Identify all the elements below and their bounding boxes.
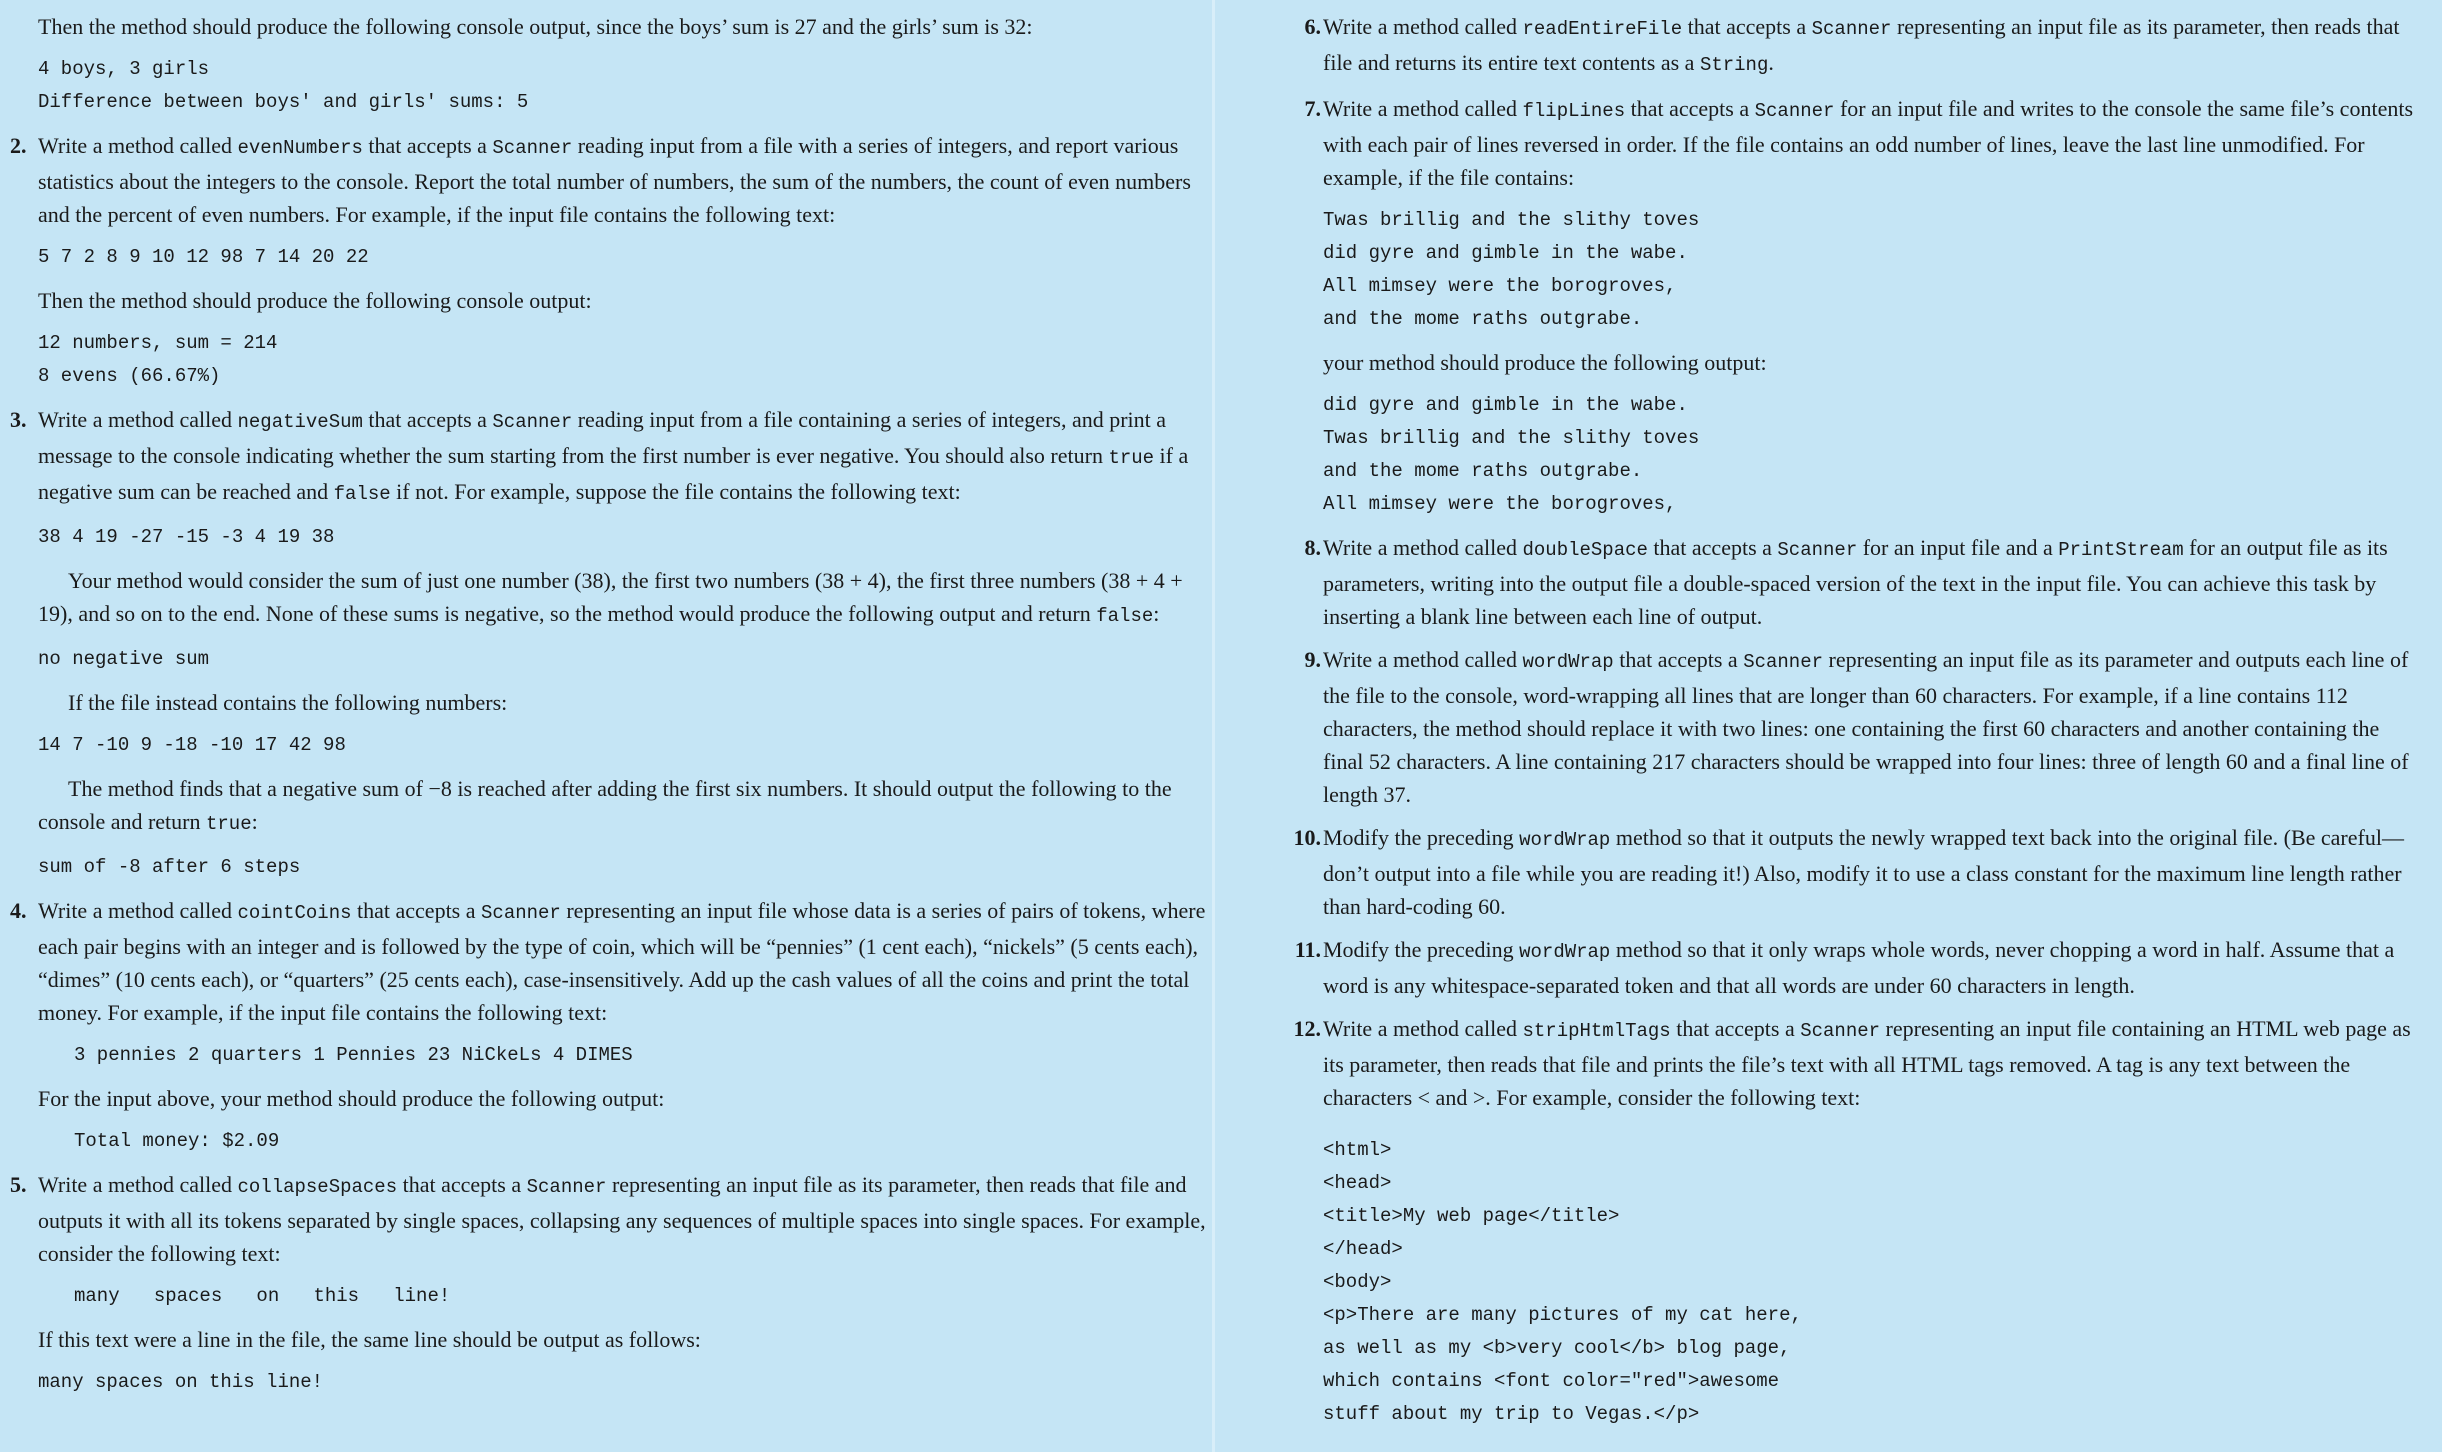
code-line: All mimsey were the borogroves, [1323, 493, 1677, 515]
method-name: evenNumbers [237, 137, 363, 159]
text: if not. For example, suppose the file contains the following text: [390, 479, 961, 504]
exercise-number: 3. [10, 407, 27, 432]
exercise-number: 2. [10, 133, 27, 158]
class-name: Scanner [1754, 100, 1835, 122]
exercise-6 [1304, 10, 2422, 82]
code-line: no negative sum [38, 648, 210, 670]
text: The method finds that a negative sum of −8 is reached after adding the first six numbers. It should output the following to the console and return [38, 776, 1172, 834]
code-line: 8 evens (66.67%) [38, 365, 221, 387]
code-line: All mimsey were the borogroves, [1323, 275, 1677, 297]
intro-text: Then the method should produce the following console output, since the boys’ sum is 27 and the girls’ sum is 32: [38, 14, 1033, 39]
text: representing an input file as its parameter and outputs each line of the file to the console, word-wrapping all lines that are longer than 60 characters. For example, if a line contains 112 characters, the method should replace it with two lines: one containing the first 60 characters and another containing the final 52 characters. A line containing 217 characters should be wrapped into four lines: three of length 60 and a final line of length 37. [1323, 647, 2409, 807]
code-block [38, 1366, 1212, 1399]
class-name: Scanner [492, 411, 573, 433]
keyword: false [1096, 605, 1154, 627]
text: for an input file and writes to the console the same file’s contents with each pair of lines reversed in order. If the file contains an odd number of lines, leave the last line unmodified. For example, if the file contains: [1323, 96, 2414, 190]
text: Then the method should produce the following console output: [38, 288, 592, 313]
class-name: Scanner [481, 902, 561, 924]
text [38, 772, 1212, 841]
text: that accepts a [1647, 535, 1778, 560]
text: Modify the preceding [1323, 937, 1520, 962]
exercise-number: 5. [10, 1172, 27, 1197]
text: Write a method called [38, 898, 238, 923]
exercise-8 [1304, 531, 2422, 633]
text: that accepts a [1682, 14, 1812, 39]
method-name: collapseSpaces [237, 1176, 398, 1198]
code-line: many spaces on this line! [74, 1285, 451, 1307]
code-block [1323, 389, 2422, 521]
text: Write a method called [38, 133, 238, 158]
left-column [0, 0, 1212, 1452]
keyword: false [333, 483, 391, 505]
code-line: Total money: $2.09 [74, 1130, 280, 1152]
code-line: did gyre and gimble in the wabe. [1323, 242, 1688, 264]
exercise-number: 6. [1304, 14, 1321, 39]
text: that accepts a [351, 898, 482, 923]
method-name: doubleSpace [1522, 539, 1648, 561]
method-name: cointCoins [237, 902, 352, 924]
method-name: wordWrap [1519, 941, 1611, 963]
text: Write a method called [1323, 1016, 1523, 1041]
text: for an input file and a [1857, 535, 2059, 560]
code-block [38, 521, 1212, 554]
exercise-9 [1304, 643, 2422, 811]
code-line: <head> [1323, 1172, 1392, 1194]
class-name: String [1699, 54, 1769, 76]
text: Write a method called [1323, 96, 1523, 121]
text: representing an input file whose data is a series of pairs of tokens, where each pair begins with an integer and is followed by the type of coin, which will be “pennies” (1 cent each), “nickels” (5 cents each), “dimes” (10 cents each), or “quarters” (25 cents each), case-insensitively. Add up the cash values of all the coins and print the total money. For example, if the input file contains the following text: [38, 898, 1206, 1025]
method-name: negativeSum [237, 411, 363, 433]
code-line: as well as my <b>very cool</b> blog page, [1323, 1337, 1791, 1359]
code-line: 14 7 -10 9 -18 -10 17 42 98 [38, 734, 346, 756]
text: your method should produce the following output: [1323, 350, 1767, 375]
code-line: <html> [1323, 1139, 1392, 1161]
code-line: many spaces on this line! [38, 1371, 324, 1393]
code-block [38, 53, 1212, 119]
exercise-10 [1293, 821, 2422, 923]
code-line: Twas brillig and the slithy toves [1323, 209, 1700, 231]
code-line: <p>There are many pictures of my cat here, [1323, 1304, 1802, 1326]
exercise-number: 10. [1293, 825, 1321, 850]
keyword: true [206, 813, 252, 835]
text: For the input above, your method should produce the following output: [38, 1086, 665, 1111]
code-line: <title>My web page</title> [1323, 1205, 1620, 1227]
code-line: sum of -8 after 6 steps [38, 856, 301, 878]
code-line: and the mome raths outgrabe. [1323, 308, 1643, 330]
exercise-2 [10, 129, 1212, 231]
code-block [38, 729, 1212, 762]
code-line: 4 boys, 3 girls [38, 58, 210, 80]
text: Write a method called [1323, 535, 1523, 560]
code-line: 12 numbers, sum = 214 [38, 332, 278, 354]
code-line: did gyre and gimble in the wabe. [1323, 394, 1688, 416]
code-line: 5 7 2 8 9 10 12 98 7 14 20 22 [38, 246, 369, 268]
exercise-12 [1293, 1012, 2422, 1114]
text: representing an input file containing an HTML web page as its parameter, then reads that file and prints the file’s text with all HTML tags removed. A tag is any text between the characters < and >. For example, consider the following text: [1323, 1016, 2411, 1110]
text: that accepts a [1670, 1016, 1801, 1041]
code-line: <body> [1323, 1271, 1392, 1293]
text: reading input from a file with a series of integers, and report various statistics about the integers to the console. Report the total number of numbers, the sum of the numbers, the count of even numbers and the percent of even numbers. For example, if the input file contains the following text: [38, 133, 1191, 227]
class-name: PrintStream [2058, 539, 2184, 561]
code-block [74, 1280, 1212, 1313]
exercise-3 [10, 403, 1212, 511]
class-name: Scanner [1800, 1020, 1881, 1042]
text: if a negative sum can be reached and [38, 443, 1189, 504]
code-block [74, 1039, 1212, 1072]
exercise-11 [1294, 933, 2422, 1002]
code-block [1323, 204, 2422, 336]
code-block [38, 643, 1212, 676]
method-name: flipLines [1522, 100, 1626, 122]
exercise-number: 9. [1304, 647, 1321, 672]
code-line: 38 4 19 -27 -15 -3 4 19 38 [38, 526, 335, 548]
text: Your method would consider the sum of just one number (38), the first two numbers (38 + 4), the first three numbers (38 + 4 + 19), and so on to the end. None of these sums is negative, so the method would produce the following output and return [38, 568, 1183, 626]
text: reading input from a file containing a series of integers, and print a message to the console indicating whether the sum starting from the first number is ever negative. You should also return [38, 407, 1167, 468]
text: Write a method called [38, 407, 238, 432]
method-name: wordWrap [1519, 829, 1611, 851]
text: that accepts a [1613, 647, 1744, 672]
right-column [1215, 0, 2442, 1452]
class-name: Scanner [492, 137, 573, 159]
text: representing an input file as its parameter, then reads that file and returns its entire text contents as a [1323, 14, 2400, 75]
method-name: wordWrap [1522, 651, 1614, 673]
method-name: stripHtmlTags [1522, 1020, 1671, 1042]
code-line: which contains <font color="red">awesome [1323, 1370, 1780, 1392]
class-name: Scanner [1777, 539, 1858, 561]
code-block [38, 851, 1212, 884]
code-block [74, 1125, 1212, 1158]
text [38, 564, 1212, 633]
class-name: Scanner [526, 1176, 607, 1198]
text: If the file instead contains the following numbers: [68, 690, 508, 715]
exercise-4 [10, 894, 1212, 1029]
class-name: Scanner [1811, 18, 1892, 40]
code-line: Difference between boys' and girls' sums: 5 [38, 91, 529, 113]
code-block [1323, 1134, 2422, 1431]
text: that accepts a [362, 407, 493, 432]
text: Write a method called [38, 1172, 238, 1197]
text: . [1768, 50, 1774, 75]
exercise-number: 8. [1304, 535, 1321, 560]
text: Write a method called [1323, 647, 1523, 672]
code-line: and the mome raths outgrabe. [1323, 460, 1643, 482]
code-block [38, 327, 1212, 393]
text: that accepts a [362, 133, 493, 158]
code-line: </head> [1323, 1238, 1403, 1260]
exercise-number: 4. [10, 898, 27, 923]
code-line: Twas brillig and the slithy toves [1323, 427, 1700, 449]
method-name: readEntireFile [1522, 18, 1683, 40]
text: that accepts a [397, 1172, 527, 1197]
exercise-7 [1304, 92, 2422, 194]
text: If this text were a line in the file, the same line should be output as follows: [38, 1327, 701, 1352]
exercise-number: 7. [1304, 96, 1321, 121]
text: : [1153, 601, 1160, 626]
code-line: 3 pennies 2 quarters 1 Pennies 23 NiCkeLs 4 DIMES [74, 1044, 633, 1066]
exercise-5 [10, 1168, 1212, 1270]
text: for an output file as its parameters, writing into the output file a double-spaced version of the text in the input file. You can achieve this task by inserting a blank line between each line of output. [1323, 535, 2388, 629]
text: Modify the preceding [1323, 825, 1520, 850]
exercise-number: 12. [1293, 1016, 1321, 1041]
text: method so that it outputs the newly wrapped text back into the original file. (Be careful—don’t output into a file while you are reading it!) Also, modify it to use a class constant for the maximum line length rather than hard-coding 60. [1323, 825, 2404, 919]
text: Write a method called [1323, 14, 1523, 39]
text: representing an input file as its parameter, then reads that file and outputs it with all its tokens separated by single spaces, collapsing any sequences of multiple spaces into single spaces. For example, consider the following text: [38, 1172, 1206, 1266]
class-name: Scanner [1743, 651, 1824, 673]
text: : [251, 809, 258, 834]
keyword: true [1108, 447, 1155, 469]
text: method so that it only wraps whole words, never chopping a word in half. Assume that a word is any whitespace-separated token and that all words are under 60 characters in length. [1323, 937, 2395, 998]
code-block [38, 241, 1212, 274]
text: that accepts a [1625, 96, 1755, 121]
code-line: stuff about my trip to Vegas.</p> [1323, 1403, 1700, 1425]
exercise-number: 11. [1294, 937, 1321, 962]
